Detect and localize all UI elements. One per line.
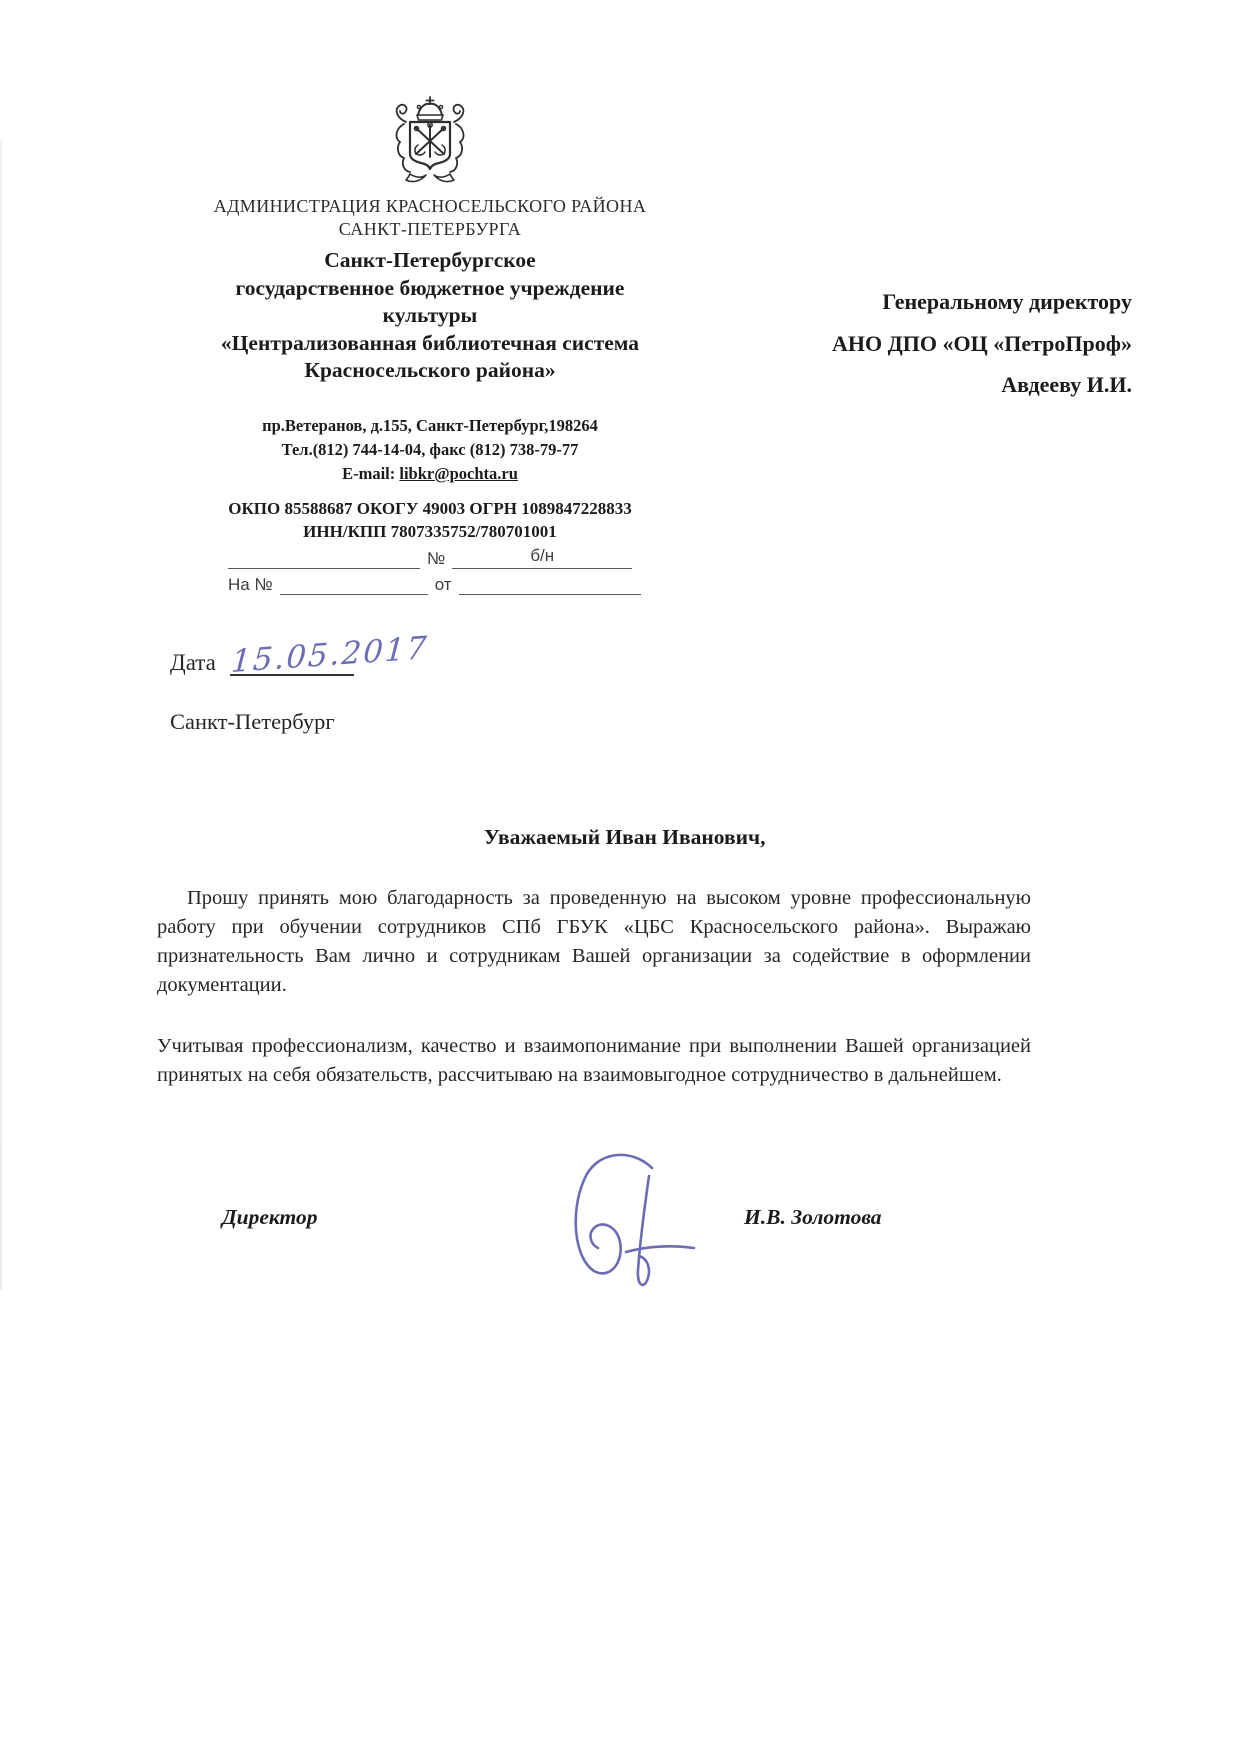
outgoing-number-value: б/н [452,546,632,569]
handwritten-signature-icon [502,1144,712,1309]
signer-position: Директор [222,1205,318,1229]
number-sign-label: № [427,549,446,568]
date-label: Дата [170,650,216,675]
contact-block [150,414,710,486]
email-line [150,462,710,486]
letter-body [157,884,1031,1090]
reply-number-blank-line [280,572,428,595]
administration-title-line1: АДМИНИСТРАЦИЯ КРАСНОСЕЛЬСКОГО РАЙОНА [213,196,647,216]
codes-line-okpo-ogrn: ОКПО 85588687 ОКОГУ 49003 ОГРН 1089847228833 [228,499,632,518]
outgoing-number-row [228,546,648,569]
salutation: Уважаемый Иван Иванович, [484,825,766,849]
coat-of-arms-icon [369,94,491,190]
letterhead-emblem [150,94,710,195]
body-paragraph-2: Учитывая профессионализм, качество и взаимопонимание при выполнении Вашей организацией принятых на себя обязательств, рассчитываю на взаимовыгодное сотрудничество в дальнейшем. [157,1035,1031,1086]
organization-name-line: Санкт-Петербургское [324,248,536,272]
email-label: E-mail: [342,464,396,483]
organization-name-line: культуры [382,303,478,327]
reply-date-blank-line [459,572,641,595]
handwritten-date: 15.05.2017 [229,629,430,680]
organization-name [120,247,740,385]
organization-name-line: государственное бюджетное учреждение [235,275,625,300]
reply-from-label: от [434,575,452,594]
addressee-organization: АНО ДПО «ОЦ «ПетроПроф» [832,330,1132,356]
addressee-name: Авдееву И.И. [1001,372,1132,397]
addressee-block [832,281,1132,406]
email-address: libkr@pochta.ru [399,464,518,483]
registration-codes [150,497,710,543]
administration-title-line2: САНКТ-ПЕТЕРБУРГА [338,219,522,239]
city-line: Санкт-Петербург [170,709,335,734]
organization-name-line: Красносельского района» [304,358,556,382]
phone-fax: Тел.(812) 744-14-04, факс (812) 738-79-77 [281,440,579,459]
organization-name-line: «Централизованная библиотечная система [220,330,640,355]
addressee-position: Генеральному директору [882,289,1132,314]
reply-number-label: На № [228,575,273,594]
date-underline [229,629,430,680]
codes-line-inn-kpp: ИНН/КПП 7807335752/780701001 [303,522,557,541]
outgoing-date-blank-line [228,546,420,569]
date-row [170,629,430,680]
signer-name: И.В. Золотова [744,1205,882,1229]
reply-number-row [228,572,648,595]
reference-number-block [228,546,648,598]
body-paragraph-1: Прошу принять мою благодарность за проведенную на высоком уровне профессиональную работу при обучении сотрудников СПб ГБУК «ЦБС Красносельского района». Выражаю признательность Вам лично и сотрудникам Вашей организации за содействие в оформлении документации. [157,887,1031,996]
scan-edge-artifact [0,140,2,1290]
postal-address: пр.Ветеранов, д.155, Санкт-Петербург,198264 [262,416,598,435]
